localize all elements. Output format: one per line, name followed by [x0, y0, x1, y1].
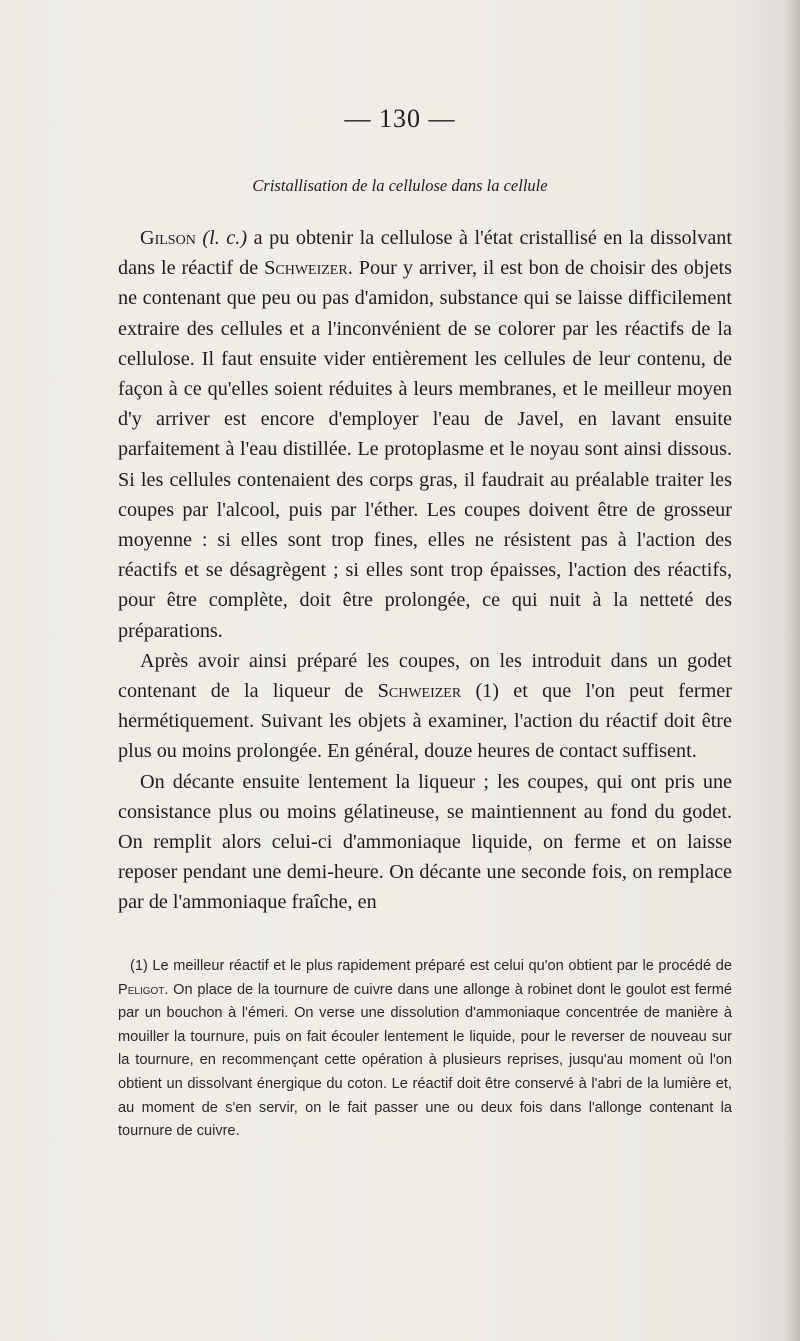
author-name: Gilson: [140, 227, 196, 249]
paragraph-3: On décante ensuite lentement la liqueur ; les coupes, qui ont pris une consistance plus ou moins gélatineuse, se maintiennent au fond du godet. On remplit alors celui-ci d'ammoniaque liquide, on ferme et on laisse reposer pendant une demi-heure. On décante une seconde fois, on remplace par de l'ammoniaque fraîche, en: [118, 770, 732, 914]
reagent-name: Schweizer: [377, 680, 462, 703]
reagent-name: Schweizer: [264, 257, 348, 280]
paragraph-1: [118, 223, 732, 646]
footnote-text-b: . On place de la tournure de cuivre dans une allonge à robinet dont le goulot est fermé par un bouchon à l'émeri. On verse une dissolution d'ammoniaque concentrée de manière à mouiller la tournure, puis on fait écouler lentement le liquide, pour le reverser de nouveau sur la tournure, en recommençant cette opération à plusieurs reprises, jusqu'au moment où l'on obtient un dissolvant énergique du coton. Le réactif doit être conservé à l'abri de la lumière et, au moment de s'en servir, on le fait passer une ou deux fois dans l'allonge contenant la tournure de cuivre.: [118, 981, 732, 1140]
page-number: — 130 —: [344, 104, 456, 133]
footnote-paragraph: [118, 955, 732, 1144]
paragraph-2: [118, 646, 732, 767]
paragraph-2-text-a: Après avoir ainsi préparé les coupes, on les introduit dans un godet contenant de la liqueur de: [118, 649, 732, 703]
footnote-name: Peligot: [118, 981, 165, 998]
citation-ref: (l. c.): [202, 227, 248, 249]
footnote: [118, 955, 732, 1144]
main-text: [118, 223, 732, 918]
paragraph-2-text-b: (1) et que l'on peut fermer hermétiquement. Suivant les objets à examiner, l'action du réactif doit être plus ou moins prolongée. En général, douze heures de contact suffisent.: [118, 680, 732, 763]
paragraph-1-text-a: a pu obtenir la cellulose à l'état cristallisé en la dissolvant dans le réactif de: [118, 227, 733, 280]
footnote-text-a: (1) Le meilleur réactif et le plus rapidement préparé est celui qu'on obtient par le procédé de: [130, 958, 732, 974]
section-title: Cristallisation de la cellulose dans la cellule: [252, 176, 548, 195]
page-edge-shadow: [786, 0, 800, 1341]
paragraph-1-text-b: . Pour y arriver, il est bon de choisir des objets ne contenant que peu ou pas d'amidon, substance qui se laisse difficilement extraire des cellules et a l'inconvénient de se colorer par les réactifs de la cellulose. Il faut ensuite vider entièrement les cellules de leur contenu, de façon à ce qu'elles soient réduites à leurs membranes, et le meilleur moyen d'y arriver est encore d'employer l'eau de Javel, en lavant ensuite parfaitement à l'eau distillée. Le protoplasme et le noyau sont ainsi dissous. Si les cellules contenaient des corps gras, il faudrait au préalable traiter les coupes par l'alcool, puis par l'éther. Les coupes doivent être de grosseur moyenne : si elles sont trop fines, elles ne résistent pas à l'action des réactifs et se désagrègent ; si elles sont trop épaisses, l'action des réactifs, pour être complète, doit être prolongée, ce qui nuit à la netteté des préparations.: [118, 257, 732, 642]
